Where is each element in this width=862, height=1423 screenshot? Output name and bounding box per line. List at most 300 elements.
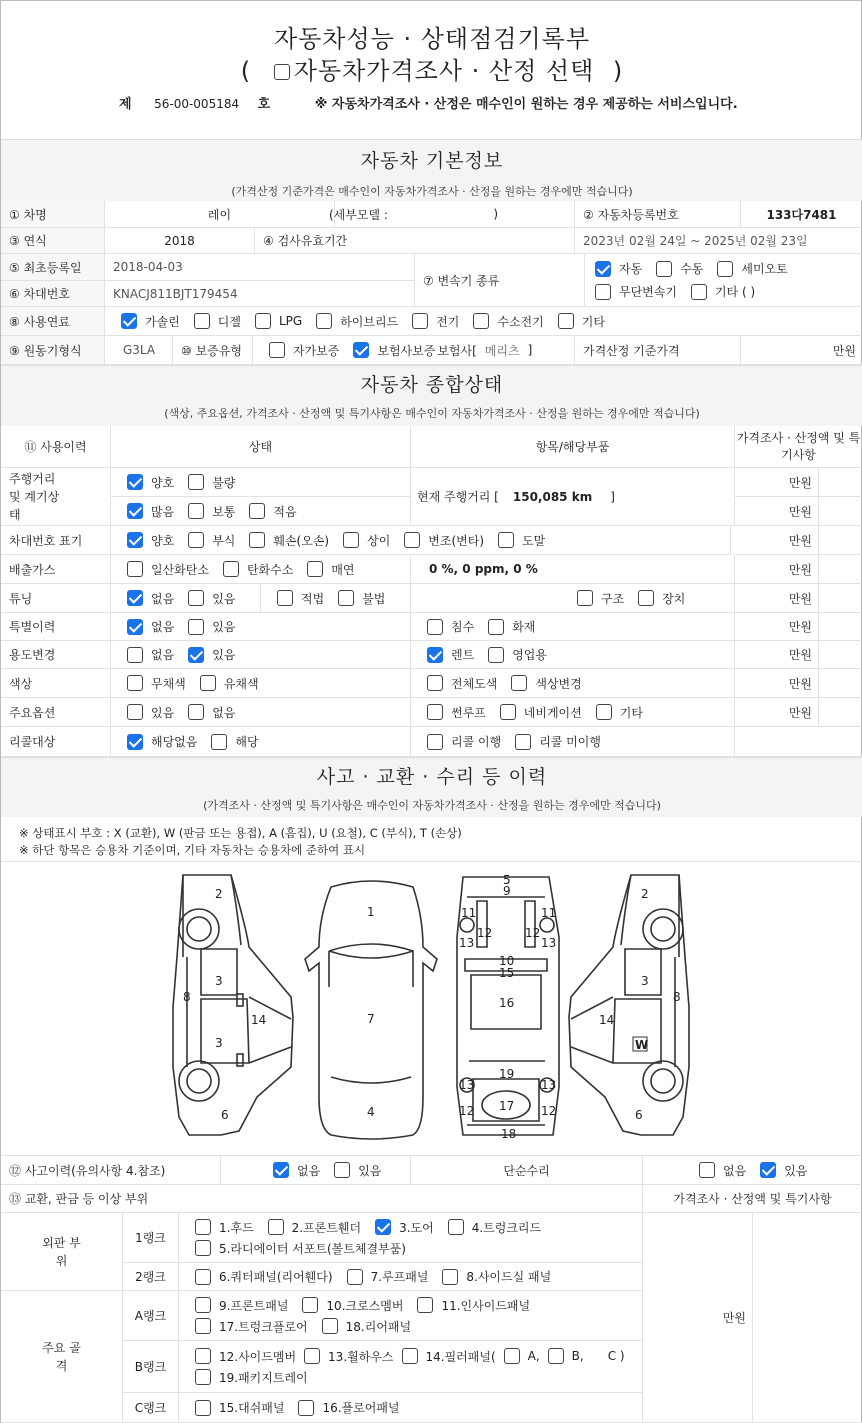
checkbox-icon[interactable]: [427, 734, 443, 750]
gas-state: [111, 555, 411, 584]
checkbox-icon[interactable]: [195, 1348, 211, 1364]
checkbox-icon[interactable]: [442, 1269, 458, 1285]
record-number-line: [119, 93, 738, 112]
opt-label: 없음: [297, 1163, 321, 1178]
fuel-gasoline[interactable]: [121, 313, 180, 330]
opt-label: 8.사이드실 패널: [466, 1270, 552, 1284]
opt-label: 세미오토: [741, 262, 788, 276]
item-trunk-lid[interactable]: [448, 1219, 541, 1236]
item-dash-panel[interactable]: [195, 1399, 284, 1416]
mileage-km: 150,085 km: [512, 489, 593, 504]
special-option[interactable]: [127, 618, 174, 635]
opt-label: 15.대쉬패널: [219, 1401, 285, 1415]
section-subtitle: (색상, 주요옵션, 가격조사 · 산정액 및 특기사항은 매수인이 자동차가격조사 · 산정을 원하는 경우에만 적습니다): [164, 407, 700, 420]
options-option[interactable]: [127, 704, 174, 721]
fuel-hybrid[interactable]: [316, 313, 398, 330]
trans-auto[interactable]: [595, 260, 642, 277]
opt-label: 3.도어: [399, 1220, 434, 1235]
checkbox-icon[interactable]: [699, 1162, 715, 1178]
checkbox-icon[interactable]: [638, 590, 654, 606]
tuning-option[interactable]: [188, 590, 235, 607]
checkbox-icon[interactable]: [338, 590, 354, 606]
first-reg-label: ⑤ 최초등록일: [1, 254, 105, 281]
item-pillar-a[interactable]: [504, 1348, 540, 1364]
opt-label: 수동: [680, 262, 704, 276]
fuel-label: ⑧ 사용연료: [1, 307, 105, 336]
opt-many[interactable]: [127, 503, 174, 520]
checkbox-icon[interactable]: [277, 590, 293, 606]
checkbox-icon[interactable]: [188, 503, 204, 519]
checkbox-icon[interactable]: [488, 619, 504, 635]
insurer-value: 메리츠: [484, 343, 520, 358]
checkbox-icon[interactable]: [211, 734, 227, 750]
checkbox-icon[interactable]: [595, 284, 611, 300]
price-note: [819, 468, 862, 497]
checkbox-icon[interactable]: [223, 561, 239, 577]
checkbox-icon[interactable]: [417, 1297, 433, 1313]
section-title: 자동차 기본정보: [360, 150, 504, 172]
opt-label: 해당없음: [151, 735, 198, 749]
diagram-num: 12: [459, 1104, 475, 1118]
trans-cvt[interactable]: [595, 283, 677, 300]
options-items: [411, 698, 735, 727]
usage-label: 용도변경: [1, 641, 111, 669]
color-option[interactable]: [200, 675, 259, 692]
diagram-num: 8: [673, 990, 681, 1004]
opt-label: 5.라디에이터 서포트(볼트체결부품): [219, 1241, 406, 1256]
col-state: 상태: [111, 426, 411, 468]
usage-option[interactable]: [188, 646, 235, 663]
item-hood[interactable]: [195, 1219, 254, 1236]
inspect-label: ④ 검사유효기간: [255, 228, 575, 254]
checkbox-checked-icon[interactable]: [353, 342, 369, 358]
damage-mark-w: W: [635, 1038, 649, 1052]
checkbox-icon[interactable]: [343, 532, 359, 548]
outer-panel-label: 외판 부위: [1, 1213, 123, 1291]
opt-label: 전체도색: [451, 676, 498, 691]
checkbox-icon[interactable]: [548, 1348, 564, 1364]
opt-label: 수소전기: [497, 314, 544, 329]
diagram-num: 1: [367, 905, 375, 919]
rank2-items: [179, 1263, 643, 1291]
special-option[interactable]: [188, 618, 235, 635]
item-cross-member[interactable]: [302, 1297, 403, 1314]
checkbox-icon[interactable]: [188, 704, 204, 720]
checkbox-icon[interactable]: [195, 1369, 211, 1385]
opt-normal[interactable]: [188, 503, 235, 520]
fuel-other[interactable]: [558, 313, 605, 330]
color-option[interactable]: [427, 675, 497, 692]
opt-label: 훼손(오손): [273, 533, 330, 548]
diagram-num: 3: [215, 974, 223, 988]
checkbox-icon[interactable]: [249, 503, 265, 519]
divider: [1, 861, 862, 862]
checkbox-icon[interactable]: [498, 532, 514, 548]
price-unit: 만원: [735, 468, 819, 497]
checkbox-icon[interactable]: [402, 1348, 418, 1364]
diagram-num: 12: [525, 926, 541, 940]
options-option[interactable]: [596, 704, 643, 721]
tuning-option[interactable]: [127, 590, 174, 607]
gas-option[interactable]: [127, 561, 209, 578]
vin_mark-option[interactable]: [188, 532, 235, 549]
recall-option[interactable]: [211, 733, 258, 750]
opt-label: 색상변경: [535, 676, 582, 691]
detail-model-end: ): [493, 207, 498, 221]
recall-option[interactable]: [515, 733, 601, 750]
fuel-diesel[interactable]: [194, 313, 241, 330]
checkbox-icon[interactable]: [504, 1348, 520, 1364]
opt-label: 많음: [151, 504, 175, 519]
opt-yes[interactable]: [334, 1162, 381, 1179]
vin_mark-option[interactable]: [498, 532, 545, 549]
checkbox-icon[interactable]: [347, 1269, 363, 1285]
special-option[interactable]: [488, 618, 535, 635]
vin_mark-label: 차대번호 표기: [1, 526, 111, 555]
checkbox-checked-icon[interactable]: [127, 474, 143, 490]
item-side-member[interactable]: [195, 1348, 296, 1365]
checkbox-icon[interactable]: [255, 313, 271, 329]
item-door[interactable]: [375, 1219, 434, 1236]
opt-bad[interactable]: [188, 474, 235, 491]
checkbox-checked-icon[interactable]: [127, 532, 143, 548]
warranty-insurer[interactable]: [353, 342, 435, 359]
basic-info-header: [1, 139, 862, 201]
checkbox-icon[interactable]: [195, 1269, 211, 1285]
diagram-num: 3: [215, 1036, 223, 1050]
opt-label: 상이: [367, 533, 391, 548]
opt-label: 구조: [601, 591, 625, 606]
diagram-num: 6: [221, 1108, 229, 1122]
checkbox-checked-icon[interactable]: [760, 1162, 776, 1178]
mileage-end: ]: [610, 489, 615, 504]
checkbox-icon[interactable]: [127, 561, 143, 577]
opt-label: 적음: [273, 504, 297, 519]
fuel-options: [105, 307, 862, 336]
checkbox-icon[interactable]: [427, 704, 443, 720]
rankA-items: [179, 1291, 643, 1341]
price-empty: [735, 727, 862, 757]
opt-label: 매연: [331, 562, 355, 577]
checkbox-icon[interactable]: [249, 532, 265, 548]
section-title: 자동차 종합상태: [360, 374, 504, 396]
diagram-num: 11: [461, 906, 477, 920]
price-service-checkbox[interactable]: [274, 64, 290, 80]
opt-label: 있음: [212, 648, 236, 662]
opt-label: 불량: [212, 475, 236, 490]
price-note: [819, 497, 862, 526]
checkbox-icon[interactable]: [195, 1400, 211, 1416]
reg-no-label: ② 자동차등록번호: [575, 201, 741, 228]
rank1-label: 1랭크: [123, 1213, 179, 1263]
checkbox-icon[interactable]: [577, 590, 593, 606]
opt-label: 보험사보증: [377, 343, 436, 358]
checkbox-icon[interactable]: [188, 619, 204, 635]
opt-label: 있음: [784, 1163, 808, 1178]
opt-yes[interactable]: [760, 1162, 807, 1179]
diagram-num: 12: [541, 1104, 557, 1118]
main-frame-label: 주요 골격: [1, 1291, 123, 1423]
checkbox-checked-icon[interactable]: [127, 590, 143, 606]
opt-label: 없음: [212, 705, 236, 720]
vin_mark-option[interactable]: [127, 532, 174, 549]
checkbox-icon[interactable]: [427, 675, 443, 691]
item-inside-panel[interactable]: [417, 1297, 530, 1314]
year-value: 2018: [105, 228, 255, 254]
item-pillar-panel[interactable]: [402, 1348, 496, 1365]
item-trunk-floor[interactable]: [195, 1318, 308, 1335]
item-pillar-b[interactable]: [548, 1348, 584, 1364]
opt-label: 12.사이드멤버: [219, 1349, 297, 1364]
vin_mark-option[interactable]: [404, 532, 484, 549]
opt-label: 7.루프패널: [370, 1270, 429, 1284]
checkbox-icon[interactable]: [127, 675, 143, 691]
opt-label: B,: [571, 1349, 584, 1363]
opt-label: 양호: [151, 475, 175, 490]
trans-other[interactable]: [691, 283, 755, 300]
left-side-view-icon: [173, 875, 293, 1135]
checkbox-icon[interactable]: [307, 561, 323, 577]
opt-few[interactable]: [249, 503, 296, 520]
item-side-sill[interactable]: [442, 1268, 551, 1285]
opt-label: 16.플로어패널: [322, 1401, 400, 1415]
opt-label: 리콜 미이행: [539, 735, 601, 749]
checkbox-icon[interactable]: [500, 704, 516, 720]
item-wheel-house[interactable]: [304, 1348, 393, 1365]
checkbox-icon[interactable]: [302, 1297, 318, 1313]
gas-option[interactable]: [307, 561, 354, 578]
color-state: [111, 669, 411, 698]
checkbox-icon[interactable]: [127, 647, 143, 663]
vin_mark-option[interactable]: [343, 532, 390, 549]
trans-manual[interactable]: [656, 260, 703, 277]
checkbox-icon[interactable]: [127, 704, 143, 720]
checkbox-icon[interactable]: [188, 590, 204, 606]
checkbox-icon[interactable]: [427, 619, 443, 635]
rankC-items: [179, 1393, 643, 1423]
options-option[interactable]: [427, 704, 486, 721]
opt-label: 1.후드: [219, 1220, 254, 1235]
tuning-option[interactable]: [277, 590, 324, 607]
reg-no-value: 133다7481: [741, 201, 862, 228]
opt-label: 6.쿼터패널(리어휀다): [219, 1270, 333, 1284]
rank2-label: 2랭크: [123, 1263, 179, 1291]
gas-values: 0 %, 0 ppm, 0 %: [411, 555, 735, 584]
rankB-label: B랭크: [123, 1341, 179, 1393]
opt-label: 영업용: [512, 648, 547, 662]
insurer-end: ]: [527, 343, 533, 357]
tuning-option[interactable]: [338, 590, 385, 607]
document-header: [1, 1, 862, 139]
opt-label: C ): [607, 1349, 625, 1363]
checkbox-icon[interactable]: [298, 1400, 314, 1416]
checkbox-checked-icon[interactable]: [127, 503, 143, 519]
fuel-hydrogen[interactable]: [473, 313, 543, 330]
no-suffix: 호: [257, 97, 271, 112]
checkbox-checked-icon[interactable]: [375, 1219, 391, 1235]
checkbox-icon[interactable]: [404, 532, 420, 548]
special-state: [111, 613, 411, 641]
checkbox-icon[interactable]: [473, 313, 489, 329]
usage-items: [411, 641, 735, 669]
section-subtitle: (가격산정 기준가격은 매수인이 자동차가격조사 · 산정을 원하는 경우에만 적습니다): [231, 185, 633, 198]
checkbox-icon[interactable]: [596, 704, 612, 720]
exchange-label: ⑬ 교환, 판금 등 이상 부위: [1, 1185, 643, 1213]
vin-label: ⑥ 차대번호: [1, 281, 105, 307]
diagram-num: 13: [541, 1078, 557, 1092]
color-option[interactable]: [511, 675, 581, 692]
opt-label: 기타: [619, 705, 643, 720]
checkbox-icon[interactable]: [195, 1297, 211, 1313]
usage-option[interactable]: [427, 646, 474, 663]
checkbox-checked-icon[interactable]: [427, 647, 443, 663]
color-label: 색상: [1, 669, 111, 698]
car-name-label: ① 차명: [1, 201, 105, 228]
checkbox-checked-icon[interactable]: [188, 647, 204, 663]
checkbox-icon[interactable]: [316, 313, 332, 329]
trans-options: [585, 254, 862, 307]
diagram-labels: [183, 873, 681, 1141]
price-note: [819, 641, 862, 669]
usage-option[interactable]: [488, 646, 547, 663]
opt-label: 10.크로스멤버: [326, 1298, 404, 1313]
accident-header: [1, 757, 862, 817]
checkbox-icon[interactable]: [188, 474, 204, 490]
checkbox-icon[interactable]: [448, 1219, 464, 1235]
checkbox-icon[interactable]: [515, 734, 531, 750]
insurer-label: 보험사[: [437, 343, 477, 358]
rankA-label: A랭크: [123, 1291, 179, 1341]
checkbox-icon[interactable]: [511, 675, 527, 691]
checkbox-icon[interactable]: [322, 1318, 338, 1334]
special-option[interactable]: [427, 618, 474, 635]
diagram-num: 19: [499, 1067, 515, 1081]
opt-label: 양호: [151, 533, 175, 548]
price-unit: 만원: [735, 584, 819, 613]
opt-label: 있음: [212, 620, 236, 634]
section-subtitle: (가격조사 · 산정액 및 특기사항은 매수인이 자동차가격조사 · 산정을 원하는 경우에만 적습니다): [203, 799, 661, 812]
opt-label: 일산화탄소: [151, 562, 209, 577]
usage-option[interactable]: [127, 646, 174, 663]
usage-state: [111, 641, 411, 669]
checkbox-icon[interactable]: [195, 1240, 211, 1256]
item-quarter-panel[interactable]: [195, 1268, 333, 1285]
gas-label: 배출가스: [1, 555, 111, 584]
mileage-text: 현재 주행거리 [: [417, 490, 499, 504]
standard-note: ※ 하단 항목은 승용차 기준이며, 기타 자동차는 승용차에 준하여 표시: [19, 843, 366, 857]
price-note: [819, 584, 862, 613]
checkbox-icon[interactable]: [269, 342, 285, 358]
opt-none[interactable]: [273, 1162, 320, 1179]
item-front-fender[interactable]: [268, 1219, 361, 1236]
diagram-num: 10: [499, 954, 515, 968]
price-note: [819, 669, 862, 698]
tuning-option[interactable]: [577, 590, 624, 607]
opt-label: 탄화수소: [246, 562, 294, 577]
diagram-num: 17: [499, 1099, 515, 1113]
options-option[interactable]: [188, 704, 235, 721]
engine-value: G3LA: [105, 336, 173, 365]
opt-label: 적법: [301, 591, 325, 606]
checkbox-checked-icon[interactable]: [121, 313, 137, 329]
exchange-price-label: 가격조사 · 산정액 및 특기사항: [643, 1185, 862, 1213]
checkbox-icon[interactable]: [195, 1219, 211, 1235]
diagram-num: 8: [183, 990, 191, 1004]
fuel-electric[interactable]: [412, 313, 459, 330]
no-prefix: 제: [119, 97, 132, 112]
options-option[interactable]: [500, 704, 582, 721]
paren-open: (: [240, 57, 252, 85]
checkbox-icon[interactable]: [304, 1348, 320, 1364]
checkbox-icon[interactable]: [188, 532, 204, 548]
checkbox-checked-icon[interactable]: [273, 1162, 289, 1178]
diagram-num: 18: [501, 1127, 517, 1141]
checkbox-icon[interactable]: [334, 1162, 350, 1178]
item-roof-panel[interactable]: [347, 1268, 429, 1285]
checkbox-icon[interactable]: [558, 313, 574, 329]
item-radiator-support[interactable]: [195, 1240, 406, 1257]
subtitle-text: 자동차가격조사 · 산정 선택: [293, 57, 595, 85]
checkbox-icon[interactable]: [717, 261, 733, 277]
item-rear-panel[interactable]: [322, 1318, 411, 1335]
checkbox-icon[interactable]: [268, 1219, 284, 1235]
price-unit: 만원: [735, 526, 819, 555]
mileage-state-2: [111, 497, 411, 526]
recall-option[interactable]: [127, 733, 197, 750]
opt-good[interactable]: [127, 474, 174, 491]
diagram-num: 14: [599, 1013, 615, 1027]
checkbox-icon[interactable]: [488, 647, 504, 663]
fuel-lpg[interactable]: [255, 313, 302, 329]
tuning-label: 튜닝: [1, 584, 111, 613]
checkbox-icon[interactable]: [195, 1318, 211, 1334]
item-front-panel[interactable]: [195, 1297, 288, 1314]
diagram-num: 11: [541, 906, 557, 920]
recall-option[interactable]: [427, 733, 501, 750]
checkbox-icon[interactable]: [656, 261, 672, 277]
opt-none[interactable]: [699, 1162, 746, 1179]
item-floor-panel[interactable]: [298, 1399, 399, 1416]
checkbox-checked-icon[interactable]: [595, 261, 611, 277]
checkbox-icon[interactable]: [691, 284, 707, 300]
price-basis-label: 가격산정 기준가격: [575, 336, 741, 365]
color-items: [411, 669, 735, 698]
item-package-tray[interactable]: [195, 1369, 308, 1386]
rankB-items: [179, 1341, 643, 1393]
checkbox-icon[interactable]: [200, 675, 216, 691]
color-option[interactable]: [127, 675, 186, 692]
opt-label: 무단변속기: [619, 285, 677, 299]
trans-semi[interactable]: [717, 260, 787, 277]
gas-option[interactable]: [223, 561, 293, 578]
checkbox-checked-icon[interactable]: [127, 619, 143, 635]
vin_mark-option[interactable]: [249, 532, 329, 549]
opt-label: 기타: [581, 314, 605, 329]
overall-header: [1, 365, 862, 426]
diagram-num: 7: [367, 1012, 375, 1026]
tuning-option[interactable]: [638, 590, 685, 607]
warranty-options: [253, 336, 575, 365]
opt-label: 부식: [212, 533, 236, 548]
price-unit: 만원: [735, 698, 819, 727]
opt-label: 기타 ( ): [714, 285, 756, 299]
checkbox-icon[interactable]: [194, 313, 210, 329]
diagram-num: 16: [499, 996, 515, 1010]
detail-model: [329, 201, 575, 228]
checkbox-checked-icon[interactable]: [127, 734, 143, 750]
checkbox-icon[interactable]: [412, 313, 428, 329]
warranty-self[interactable]: [269, 342, 339, 359]
